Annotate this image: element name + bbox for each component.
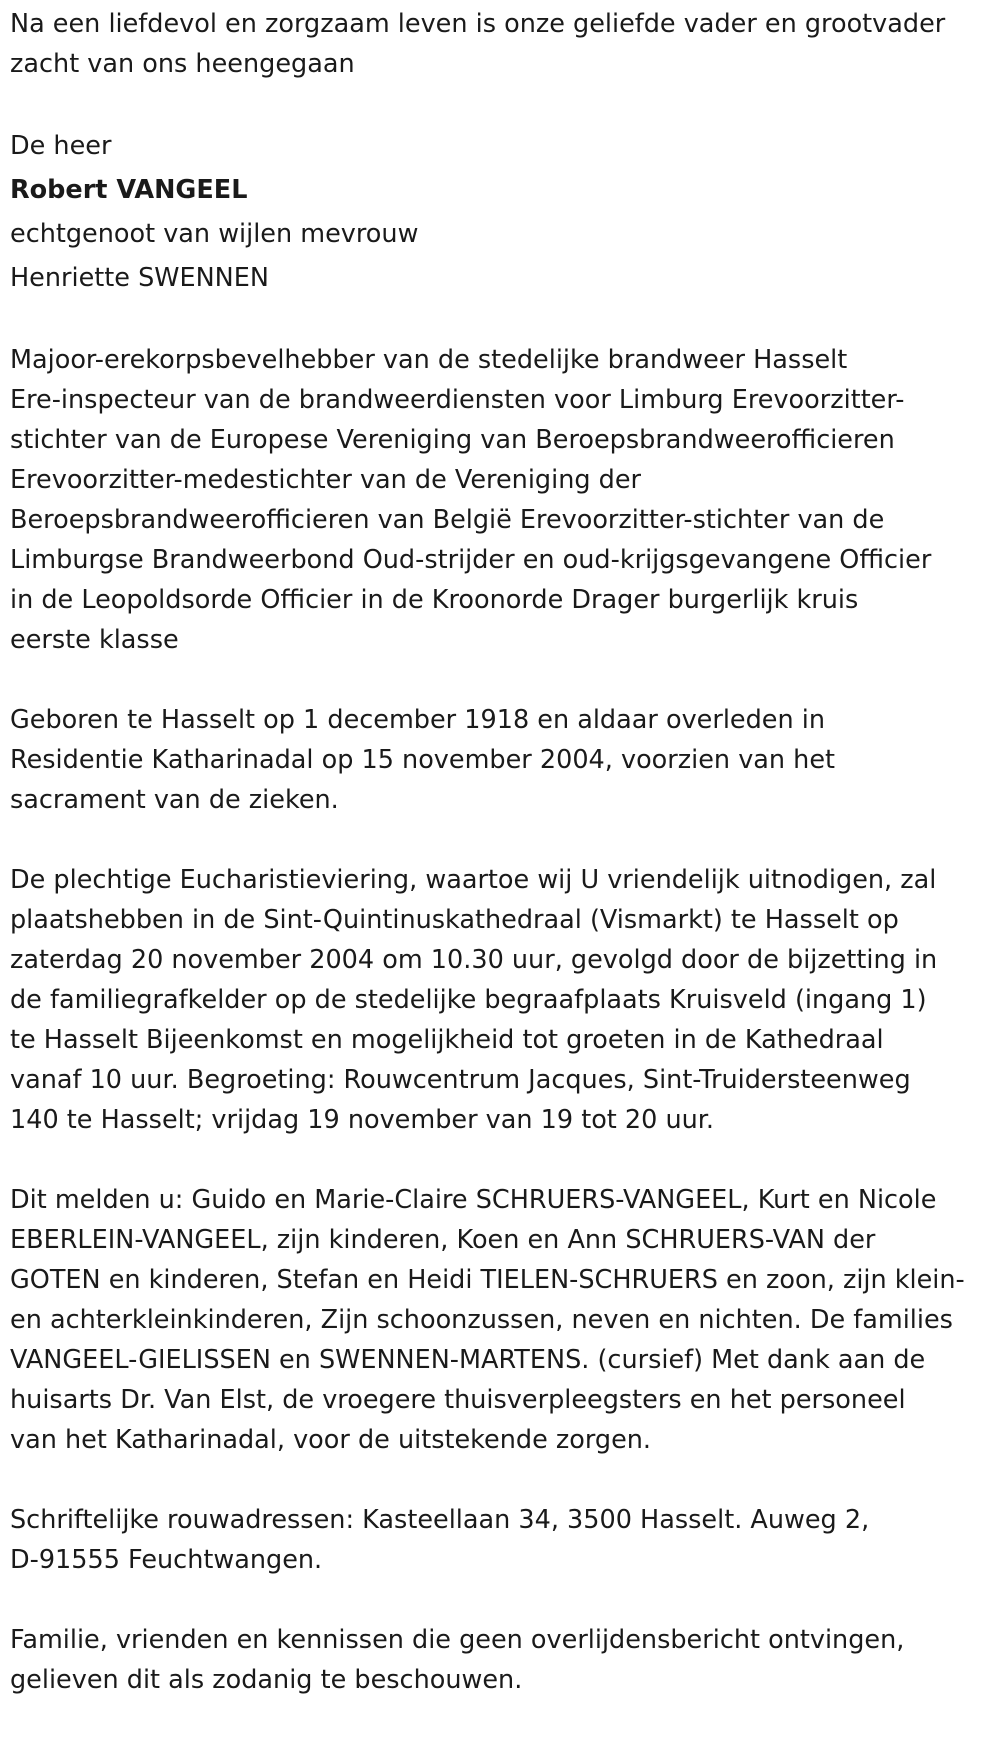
text-line: D-91555 Feuchtwangen. <box>10 1545 323 1575</box>
closing-paragraph <box>10 1620 990 1700</box>
relation-text: echtgenoot van wijlen mevrouw <box>10 219 419 249</box>
obituary-document <box>10 4 990 1740</box>
birth-death-paragraph <box>10 700 990 820</box>
text-line: VANGEEL-GIELISSEN en SWENNEN-MARTENS. (cursief) Met dank aan de <box>10 1345 926 1375</box>
text-line: zacht van ons heengegaan <box>10 49 355 79</box>
text-line: huisarts Dr. Van Elst, de vroegere thuisverpleegsters en het personeel <box>10 1385 906 1415</box>
salutation: De heer <box>10 131 112 161</box>
ceremony-paragraph <box>10 860 990 1140</box>
family-paragraph <box>10 1180 990 1460</box>
text-line: zaterdag 20 november 2004 om 10.30 uur, gevolgd door de bijzetting in <box>10 945 938 975</box>
text-line: de familiegrafkelder op de stedelijke begraafplaats Kruisveld (ingang 1) <box>10 985 927 1015</box>
text-line: GOTEN en kinderen, Stefan en Heidi TIELEN-SCHRUERS en zoon, zijn klein- <box>10 1265 965 1295</box>
text-line: Limburgse Brandweerbond Oud-strijder en oud-krijgsgevangene Officier <box>10 545 932 575</box>
text-line: Residentie Katharinadal op 15 november 2004, voorzien van het <box>10 745 836 775</box>
text-line: in de Leopoldsorde Officier in de Kroonorde Drager burgerlijk kruis <box>10 585 859 615</box>
text-line: Majoor-erekorpsbevelhebber van de stedelijke brandweer Hasselt <box>10 345 848 375</box>
text-line: Ere-inspecteur van de brandweerdiensten voor Limburg Erevoorzitter- <box>10 385 905 415</box>
text-line: Geboren te Hasselt op 1 december 1918 en aldaar overleden in <box>10 705 825 735</box>
text-line: 140 te Hasselt; vrijdag 19 november van 19 tot 20 uur. <box>10 1105 715 1135</box>
text-line: vanaf 10 uur. Begroeting: Rouwcentrum Jacques, Sint-Truidersteenweg <box>10 1065 911 1095</box>
text-line: Dit melden u: Guido en Marie-Claire SCHRUERS-VANGEEL, Kurt en Nicole <box>10 1185 937 1215</box>
deceased-identity <box>10 124 990 300</box>
text-line: De plechtige Eucharistieviering, waartoe wij U vriendelijk uitnodigen, zal <box>10 865 937 895</box>
text-line: sacrament van de zieken. <box>10 785 339 815</box>
text-line: Erevoorzitter-medestichter van de Vereniging der <box>10 465 642 495</box>
intro-paragraph <box>10 4 990 84</box>
addresses-paragraph <box>10 1500 990 1580</box>
text-line: en achterkleinkinderen, Zijn schoonzussen, neven en nichten. De families <box>10 1305 953 1335</box>
text-line: Beroepsbrandweerofficieren van België Erevoorzitter-stichter van de <box>10 505 885 535</box>
text-line: EBERLEIN-VANGEEL, zijn kinderen, Koen en Ann SCHRUERS-VAN der <box>10 1225 876 1255</box>
text-line: te Hasselt Bijeenkomst en mogelijkheid tot groeten in de Kathedraal <box>10 1025 884 1055</box>
text-line: Schriftelijke rouwadressen: Kasteellaan 34, 3500 Hasselt. Auweg 2, <box>10 1505 870 1535</box>
titles-paragraph <box>10 340 990 660</box>
text-line: Na een liefdevol en zorgzaam leven is onze geliefde vader en grootvader <box>10 9 946 39</box>
text-line: eerste klasse <box>10 625 179 655</box>
spouse-name: Henriette SWENNEN <box>10 263 269 293</box>
text-line: Familie, vrienden en kennissen die geen overlijdensbericht ontvingen, <box>10 1625 905 1655</box>
text-line: plaatshebben in de Sint-Quintinuskathedraal (Vismarkt) te Hasselt op <box>10 905 899 935</box>
deceased-name: Robert VANGEEL <box>10 175 248 205</box>
text-line: stichter van de Europese Vereniging van Beroepsbrandweerofficieren <box>10 425 895 455</box>
text-line: van het Katharinadal, voor de uitstekende zorgen. <box>10 1425 652 1455</box>
text-line: gelieven dit als zodanig te beschouwen. <box>10 1665 523 1695</box>
